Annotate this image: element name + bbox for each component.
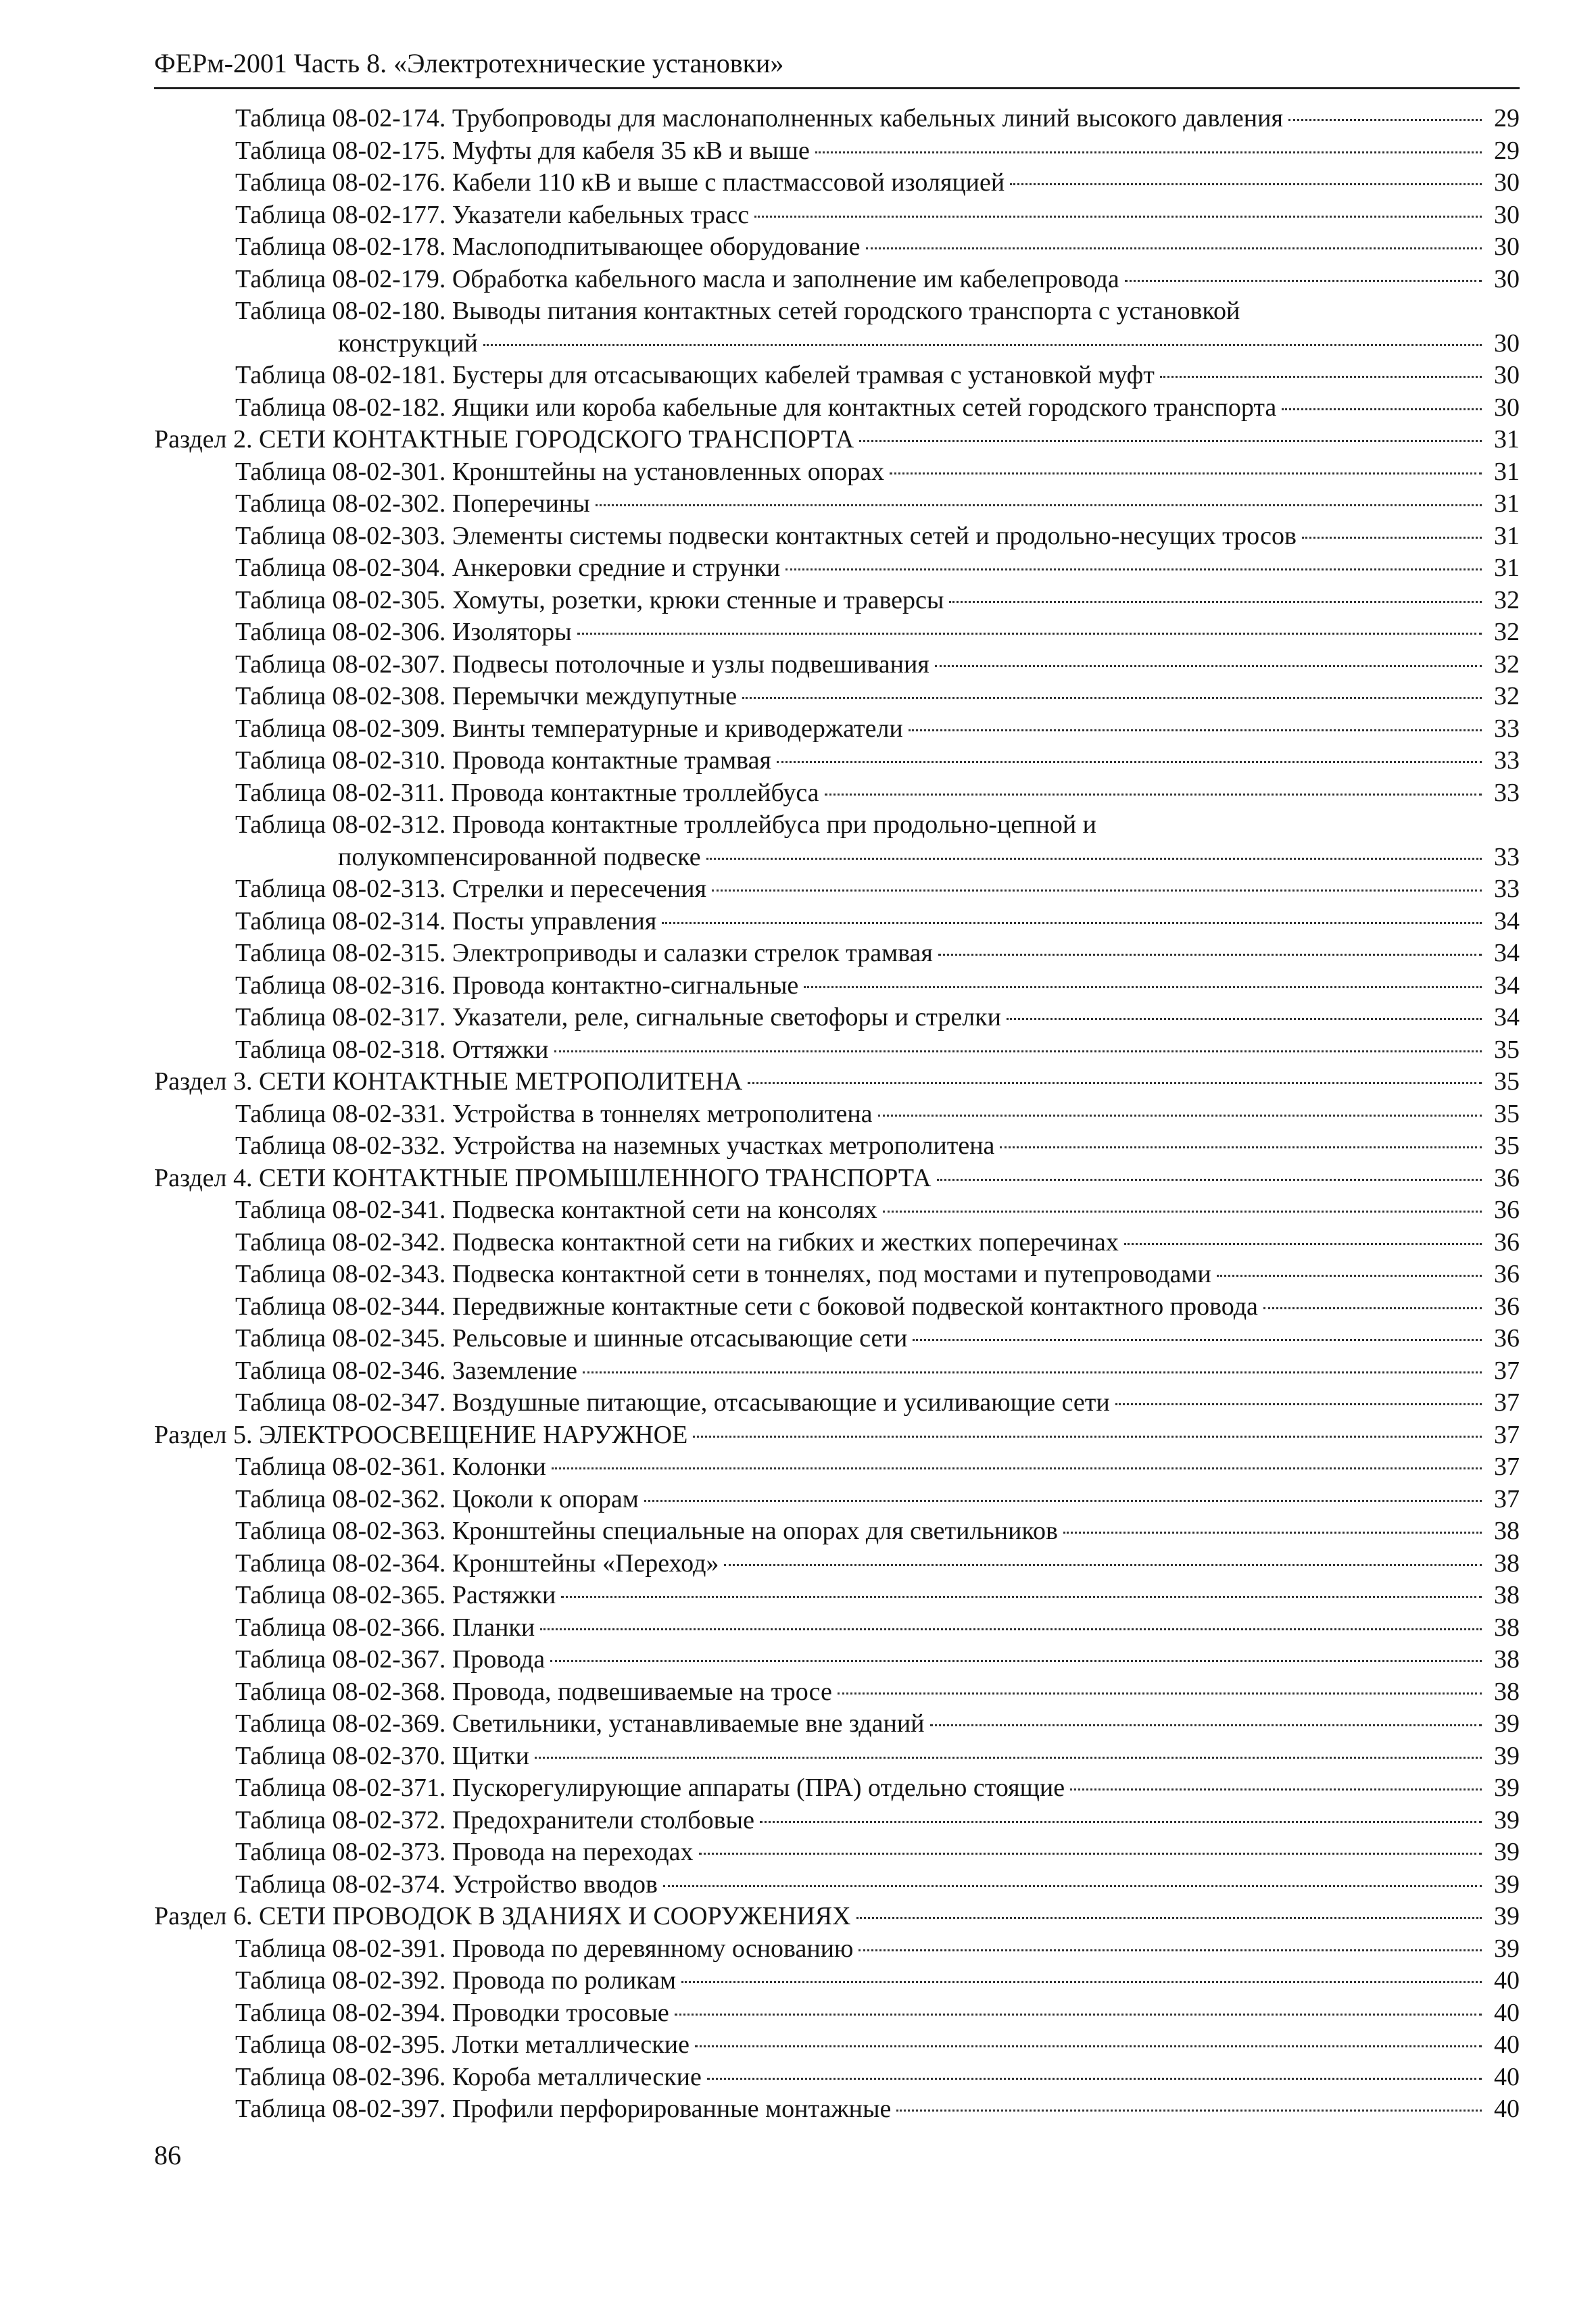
- toc-entry-page: 37: [1494, 1388, 1520, 1417]
- dot-leader: [930, 1724, 1482, 1726]
- toc-entry-page: 36: [1494, 1292, 1520, 1321]
- toc-entry-page: 30: [1494, 168, 1520, 197]
- toc-entry-page: 38: [1494, 1517, 1520, 1545]
- dot-leader: [913, 1339, 1482, 1341]
- toc-table-entry: [154, 1676, 1520, 1709]
- toc-entry-page: 36: [1494, 1163, 1520, 1192]
- toc-table-entry: [154, 937, 1520, 970]
- dot-leader: [859, 1949, 1482, 1951]
- toc-entry-page: 34: [1494, 939, 1520, 967]
- dot-leader: [760, 1821, 1482, 1823]
- toc-table-entry: [154, 1194, 1520, 1227]
- toc-entry-title: Таблица 08-02-176. Кабели 110 кВ и выше с пластмассовой изоляцией: [235, 168, 1005, 197]
- toc-entry-page: 30: [1494, 264, 1520, 293]
- toc-table-entry: [154, 1227, 1520, 1259]
- toc-table-entry: [154, 1965, 1520, 1997]
- toc-table-entry: [154, 1708, 1520, 1740]
- dot-leader: [742, 697, 1482, 699]
- dot-leader: [825, 794, 1482, 796]
- toc-entry-title: Таблица 08-02-395. Лотки металлические: [235, 2030, 690, 2059]
- dot-leader: [535, 1757, 1482, 1759]
- toc-entry-title: Таблица 08-02-303. Элементы системы подвески контактных сетей и продольно-несущих тросов: [235, 521, 1297, 550]
- toc-entry-title: Таблица 08-02-371. Пускорегулирующие аппараты (ПРА) отдельно стоящие: [235, 1774, 1065, 1802]
- dot-leader: [935, 665, 1482, 667]
- dot-leader: [699, 1853, 1482, 1855]
- toc-table-entry: [154, 1034, 1520, 1067]
- toc-entry-title: Таблица 08-02-181. Бустеры для отсасывающих кабелей трамвая с установкой муфт: [235, 361, 1155, 389]
- toc-table-entry: [154, 1355, 1520, 1388]
- toc-entry-title: Раздел 6. СЕТИ ПРОВОДОК В ЗДАНИЯХ И СООРУЖЕНИЯХ: [154, 1902, 851, 1930]
- toc-entry-page: 33: [1494, 746, 1520, 775]
- dot-leader: [662, 922, 1482, 924]
- toc-table-entry: [154, 1098, 1520, 1131]
- toc-entry-title: Таблица 08-02-302. Поперечины: [235, 489, 590, 518]
- dot-leader: [1282, 408, 1482, 410]
- toc-section-entry: [154, 1901, 1520, 1933]
- toc-entry-title: Таблица 08-02-332. Устройства на наземных участках метрополитена: [235, 1131, 995, 1160]
- dot-leader: [866, 247, 1482, 249]
- toc-table-entry: [154, 1002, 1520, 1034]
- dot-leader: [695, 2045, 1482, 2047]
- dot-leader: [785, 568, 1482, 570]
- toc-entry-page: 33: [1494, 714, 1520, 743]
- toc-entry-page: 37: [1494, 1453, 1520, 1481]
- toc-entry-page: 37: [1494, 1420, 1520, 1449]
- toc-table-entry: [154, 488, 1520, 520]
- toc-entry-title: конструкций: [338, 328, 478, 358]
- toc-entry-page: 39: [1494, 1902, 1520, 1930]
- dot-leader: [1000, 1146, 1482, 1148]
- toc-entry-title: Таблица 08-02-182. Ящики или короба кабельные для контактных сетей городского транспорта: [235, 393, 1277, 422]
- toc-entry-title: Таблица 08-02-175. Муфты для кабеля 35 кВ и выше: [235, 136, 810, 165]
- toc-table-entry: [154, 1805, 1520, 1837]
- toc-entry-title: Таблица 08-02-363. Кронштейны специальные на опорах для светильников: [235, 1517, 1058, 1545]
- toc-table-entry: [154, 2029, 1520, 2062]
- toc-table-entry: [154, 520, 1520, 553]
- toc-table-entry: [154, 264, 1520, 296]
- toc-table-entry: [154, 970, 1520, 1002]
- toc-table-entry: [154, 1836, 1520, 1869]
- toc-entry-title: Таблица 08-02-315. Электроприводы и салазки стрелок трамвая: [235, 939, 933, 967]
- toc-table-entry: [154, 585, 1520, 617]
- dot-leader: [707, 2078, 1482, 2080]
- toc-table-entry: [154, 103, 1520, 135]
- toc-table-entry: [154, 360, 1520, 392]
- page-number: 86: [154, 2140, 181, 2170]
- toc-entry-page: 35: [1494, 1131, 1520, 1160]
- toc-entry-title: Таблица 08-02-342. Подвеска контактной сети на гибких и жестких поперечинах: [235, 1227, 1119, 1257]
- toc-entry-page: 39: [1494, 1774, 1520, 1802]
- toc-entry-title: Таблица 08-02-311. Провода контактные троллейбуса: [235, 778, 819, 807]
- toc-entry-page: 39: [1494, 1870, 1520, 1899]
- dot-leader: [896, 2110, 1482, 2112]
- dot-leader: [583, 1371, 1482, 1373]
- toc-table-entry: [154, 873, 1520, 906]
- table-of-contents: [154, 103, 1520, 2126]
- dot-leader: [1217, 1275, 1482, 1277]
- dot-leader: [693, 1436, 1482, 1438]
- toc-entry-page: 37: [1494, 1484, 1520, 1513]
- toc-table-entry: [154, 552, 1520, 585]
- toc-entry-title: Таблица 08-02-317. Указатели, реле, сигнальные светофоры и стрелки: [235, 1003, 1001, 1031]
- dot-leader: [815, 151, 1482, 153]
- dot-leader: [878, 1115, 1482, 1117]
- toc-entry-title: Таблица 08-02-308. Перемычки междупутные: [235, 682, 737, 710]
- toc-entry-title: Таблица 08-02-174. Трубопроводы для маслонаполненных кабельных линий высокого давления: [235, 104, 1283, 132]
- dot-leader: [883, 1211, 1482, 1213]
- toc-table-entry: [154, 649, 1520, 681]
- toc-entry-page: 31: [1494, 554, 1520, 582]
- toc-entry-title: Таблица 08-02-304. Анкеровки средние и струнки: [235, 554, 781, 582]
- toc-entry-page: 32: [1494, 682, 1520, 710]
- dot-leader: [552, 1467, 1482, 1469]
- dot-leader: [706, 858, 1482, 860]
- toc-entry-page: 30: [1494, 328, 1520, 358]
- toc-entry-title: Таблица 08-02-365. Растяжки: [235, 1581, 556, 1609]
- toc-entry-title: Таблица 08-02-372. Предохранители столбовые: [235, 1805, 754, 1834]
- toc-entry-page: 33: [1494, 778, 1520, 807]
- toc-entry-page: 40: [1494, 1966, 1520, 1995]
- toc-table-entry: [154, 167, 1520, 199]
- toc-table-entry: [154, 1323, 1520, 1355]
- toc-entry-title: Таблица 08-02-373. Провода на переходах: [235, 1838, 694, 1866]
- toc-table-entry: [154, 456, 1520, 489]
- page-header: ФЕРм-2001 Часть 8. «Электротехнические установки»: [154, 38, 1520, 89]
- toc-entry-page: 36: [1494, 1227, 1520, 1257]
- toc-table-entry: [154, 681, 1520, 713]
- toc-entry-page: 35: [1494, 1099, 1520, 1128]
- dot-leader: [1302, 537, 1482, 539]
- toc-entry-title: Таблица 08-02-306. Изоляторы: [235, 618, 572, 646]
- toc-entry-title: Таблица 08-02-313. Стрелки и пересечения: [235, 875, 707, 903]
- toc-table-entry: [154, 1259, 1520, 1291]
- toc-entry-title: Таблица 08-02-307. Подвесы потолочные и узлы подвешивания: [235, 650, 929, 679]
- toc-entry-page: 30: [1494, 361, 1520, 389]
- toc-entry-page: 38: [1494, 1581, 1520, 1609]
- toc-entry-title: Таблица 08-02-347. Воздушные питающие, отсасывающие и усиливающие сети: [235, 1388, 1110, 1417]
- toc-entry-title: Таблица 08-02-345. Рельсовые и шинные отсасывающие сети: [235, 1324, 908, 1353]
- dot-leader: [554, 1050, 1482, 1052]
- toc-table-entry: [154, 1515, 1520, 1548]
- toc-entry-page: 39: [1494, 1838, 1520, 1866]
- toc-table-entry: [154, 1869, 1520, 1901]
- toc-entry-page: 31: [1494, 521, 1520, 550]
- dot-leader: [1007, 1018, 1482, 1020]
- dot-leader: [712, 890, 1482, 892]
- toc-entry-title: Таблица 08-02-310. Провода контактные трамвая: [235, 746, 771, 775]
- toc-entry-title: Таблица 08-02-396. Короба металлические: [235, 2062, 702, 2091]
- dot-leader: [724, 1564, 1482, 1566]
- toc-entry-page: 39: [1494, 1741, 1520, 1770]
- toc-entry-page: 39: [1494, 1934, 1520, 1963]
- toc-table-entry: [154, 616, 1520, 649]
- toc-entry-page: 34: [1494, 1003, 1520, 1031]
- toc-entry-title: Раздел 3. СЕТИ КОНТАКТНЫЕ МЕТРОПОЛИТЕНА: [154, 1067, 743, 1096]
- toc-entry-page: 37: [1494, 1356, 1520, 1385]
- dot-leader: [1115, 1403, 1482, 1405]
- toc-entry-page: 33: [1494, 842, 1520, 871]
- dot-leader: [938, 954, 1482, 956]
- toc-table-entry: [154, 295, 1520, 328]
- toc-entry-page: 40: [1494, 2095, 1520, 2123]
- dot-leader: [1263, 1307, 1482, 1309]
- dot-leader: [681, 1981, 1482, 1983]
- dot-leader: [644, 1500, 1482, 1502]
- dot-leader: [804, 986, 1482, 988]
- toc-table-entry: [154, 2062, 1520, 2094]
- toc-table-entry: [154, 1130, 1520, 1163]
- toc-entry-page: 38: [1494, 1549, 1520, 1578]
- toc-entry-title: Таблица 08-02-179. Обработка кабельного масла и заполнение им кабелепровода: [235, 264, 1119, 293]
- toc-entry-page: 29: [1494, 136, 1520, 165]
- toc-entry-page: 30: [1494, 233, 1520, 261]
- dot-leader: [577, 633, 1482, 635]
- dot-leader: [838, 1692, 1482, 1695]
- dot-leader: [937, 1179, 1482, 1181]
- toc-entry-page: 31: [1494, 425, 1520, 454]
- toc-table-entry: [154, 1997, 1520, 2030]
- dot-leader: [550, 1660, 1482, 1662]
- dot-leader: [596, 504, 1482, 506]
- dot-leader: [856, 1917, 1482, 1919]
- toc-table-entry: [154, 1451, 1520, 1484]
- toc-entry-title: Таблица 08-02-369. Светильники, устанавливаемые вне зданий: [235, 1709, 925, 1738]
- toc-entry-title: Раздел 5. ЭЛЕКТРООСВЕЩЕНИЕ НАРУЖНОЕ: [154, 1420, 688, 1449]
- toc-entry-title: Таблица 08-02-341. Подвеска контактной сети на консолях: [235, 1196, 877, 1224]
- toc-entry-title: Раздел 4. СЕТИ КОНТАКТНЫЕ ПРОМЫШЛЕННОГО ТРАНСПОРТА: [154, 1163, 932, 1192]
- toc-entry-title: Таблица 08-02-362. Цоколи к опорам: [235, 1484, 639, 1513]
- toc-table-entry: [154, 745, 1520, 777]
- dot-leader: [909, 729, 1482, 731]
- dot-leader: [1124, 1243, 1482, 1245]
- toc-entry-title: Таблица 08-02-394. Проводки тросовые: [235, 1998, 669, 2027]
- toc-entry-title: Таблица 08-02-305. Хомуты, розетки, крюки стенные и траверсы: [235, 585, 944, 614]
- toc-entry-page: 35: [1494, 1067, 1520, 1096]
- toc-entry-page: 39: [1494, 1709, 1520, 1738]
- toc-entry-title: Таблица 08-02-331. Устройства в тоннелях метрополитена: [235, 1099, 873, 1128]
- toc-entry-page: 33: [1494, 875, 1520, 903]
- toc-entry-page: 36: [1494, 1196, 1520, 1224]
- toc-table-entry: [154, 392, 1520, 424]
- toc-entry-page: 31: [1494, 457, 1520, 486]
- toc-table-entry: [154, 199, 1520, 232]
- toc-entry-title: Таблица 08-02-178. Маслоподпитывающее оборудование: [235, 233, 861, 261]
- toc-entry-page: 32: [1494, 585, 1520, 614]
- toc-entry-page: 39: [1494, 1805, 1520, 1834]
- toc-entry-page: 36: [1494, 1260, 1520, 1288]
- toc-table-entry: [154, 231, 1520, 264]
- toc-section-entry: [154, 1419, 1520, 1452]
- toc-entry-page: 38: [1494, 1645, 1520, 1674]
- toc-entry-title: Таблица 08-02-361. Колонки: [235, 1453, 546, 1481]
- toc-entry-page: 31: [1494, 489, 1520, 518]
- toc-entry-page: 34: [1494, 971, 1520, 1000]
- dot-leader: [754, 216, 1482, 218]
- dot-leader: [1288, 119, 1482, 121]
- toc-table-entry: [154, 842, 1520, 874]
- toc-table-entry: [154, 1580, 1520, 1612]
- toc-entry-title: Таблица 08-02-391. Провода по деревянному основанию: [235, 1934, 854, 1963]
- toc-entry-page: 30: [1494, 393, 1520, 422]
- dot-leader: [777, 761, 1482, 763]
- toc-table-entry: [154, 713, 1520, 746]
- toc-table-entry: [154, 1644, 1520, 1676]
- toc-table-entry: [154, 809, 1520, 842]
- toc-entry-title: Раздел 2. СЕТИ КОНТАКТНЫЕ ГОРОДСКОГО ТРАНСПОРТА: [154, 425, 854, 454]
- dot-leader: [675, 2014, 1482, 2016]
- dot-leader: [540, 1628, 1482, 1630]
- toc-entry-page: 32: [1494, 650, 1520, 679]
- toc-entry-title: Таблица 08-02-397. Профили перфорированные монтажные: [235, 2095, 892, 2123]
- toc-section-entry: [154, 1066, 1520, 1098]
- dot-leader: [890, 472, 1482, 474]
- toc-entry-page: 29: [1494, 104, 1520, 132]
- toc-table-entry: [154, 1740, 1520, 1773]
- toc-table-entry: [154, 328, 1520, 360]
- dot-leader: [859, 440, 1482, 442]
- toc-table-entry: [154, 1612, 1520, 1644]
- toc-entry-title: Таблица 08-02-180. Выводы питания контактных сетей городского транспорта с установкой: [235, 297, 1240, 325]
- toc-entry-page: 34: [1494, 906, 1520, 935]
- toc-entry-title: Таблица 08-02-314. Посты управления: [235, 906, 657, 935]
- dot-leader: [561, 1596, 1482, 1598]
- toc-entry-title: Таблица 08-02-316. Провода контактно-сигнальные: [235, 971, 799, 1000]
- toc-entry-page: 40: [1494, 2062, 1520, 2091]
- dot-leader: [1010, 183, 1482, 185]
- toc-entry-title: Таблица 08-02-392. Провода по роликам: [235, 1966, 676, 1995]
- toc-entry-title: Таблица 08-02-344. Передвижные контактные сети с боковой подвеской контактного провода: [235, 1292, 1258, 1321]
- toc-table-entry: [154, 1387, 1520, 1419]
- toc-table-entry: [154, 1548, 1520, 1580]
- toc-entry-title: Таблица 08-02-366. Планки: [235, 1613, 535, 1642]
- toc-section-entry: [154, 1163, 1520, 1195]
- toc-entry-page: 38: [1494, 1613, 1520, 1642]
- toc-entry-title: Таблица 08-02-312. Провода контактные троллейбуса при продольно-цепной и: [235, 810, 1097, 839]
- toc-entry-title: Таблица 08-02-368. Провода, подвешиваемые на тросе: [235, 1677, 832, 1706]
- toc-table-entry: [154, 1291, 1520, 1323]
- toc-entry-page: 35: [1494, 1035, 1520, 1064]
- toc-entry-title: Таблица 08-02-343. Подвеска контактной сети в тоннелях, под мостами и путепроводами: [235, 1260, 1211, 1288]
- toc-entry-title: Таблица 08-02-364. Кронштейны «Переход»: [235, 1549, 719, 1578]
- toc-entry-title: Таблица 08-02-367. Провода: [235, 1645, 546, 1674]
- toc-table-entry: [154, 777, 1520, 810]
- toc-entry-title: Таблица 08-02-346. Заземление: [235, 1356, 578, 1385]
- toc-table-entry: [154, 1933, 1520, 1966]
- toc-entry-title: Таблица 08-02-370. Щитки: [235, 1741, 529, 1770]
- toc-entry-title: Таблица 08-02-301. Кронштейны на установленных опорах: [235, 457, 884, 486]
- dot-leader: [748, 1082, 1482, 1084]
- dot-leader: [483, 344, 1482, 346]
- toc-entry-title: Таблица 08-02-309. Винты температурные и криводержатели: [235, 714, 903, 743]
- dot-leader: [1070, 1788, 1482, 1790]
- dot-leader: [1125, 280, 1482, 282]
- dot-leader: [1063, 1532, 1482, 1534]
- toc-entry-title: Таблица 08-02-318. Оттяжки: [235, 1035, 549, 1064]
- toc-entry-page: 30: [1494, 200, 1520, 229]
- toc-section-entry: [154, 424, 1520, 456]
- toc-table-entry: [154, 2093, 1520, 2126]
- toc-table-entry: [154, 906, 1520, 938]
- dot-leader: [949, 601, 1482, 603]
- toc-table-entry: [154, 1772, 1520, 1805]
- toc-entry-title: Таблица 08-02-177. Указатели кабельных трасс: [235, 200, 750, 229]
- toc-entry-page: 38: [1494, 1677, 1520, 1706]
- toc-table-entry: [154, 1484, 1520, 1516]
- dot-leader: [1160, 376, 1482, 378]
- dot-leader: [663, 1885, 1482, 1887]
- toc-entry-page: 40: [1494, 2030, 1520, 2059]
- toc-entry-title: полукомпенсированной подвеске: [338, 842, 701, 871]
- toc-entry-page: 36: [1494, 1324, 1520, 1353]
- toc-entry-title: Таблица 08-02-374. Устройство вводов: [235, 1870, 658, 1899]
- toc-entry-page: 32: [1494, 618, 1520, 646]
- toc-entry-page: 40: [1494, 1998, 1520, 2027]
- toc-table-entry: [154, 135, 1520, 168]
